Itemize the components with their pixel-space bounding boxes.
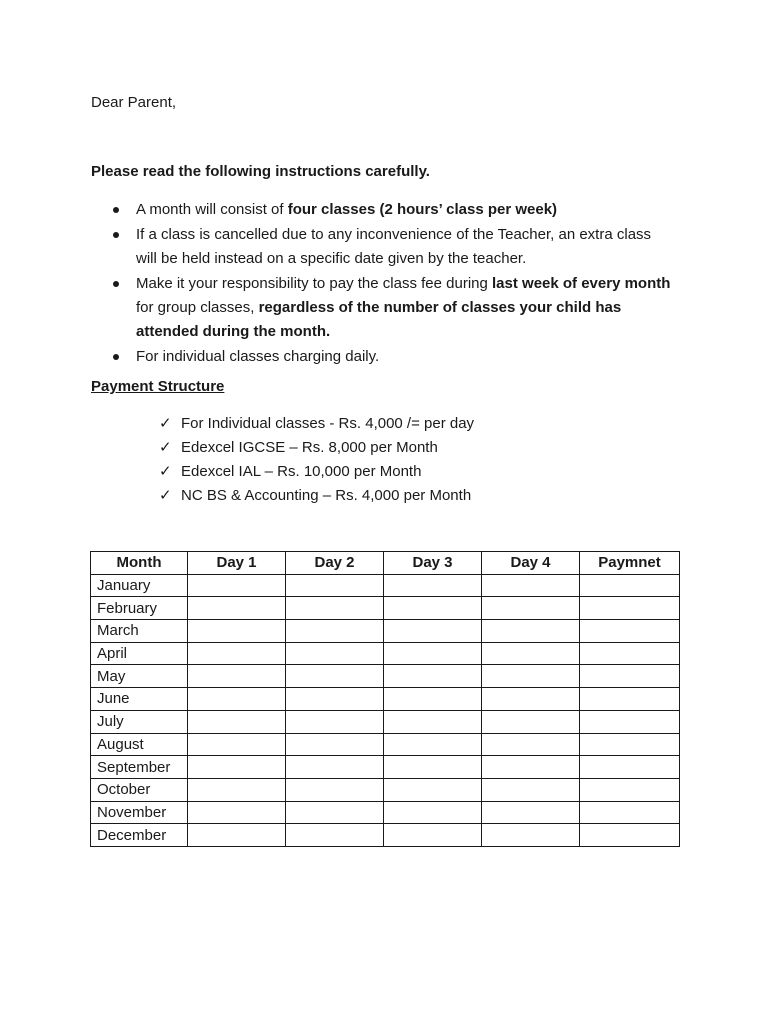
empty-cell[interactable] — [580, 824, 680, 847]
table-row — [91, 620, 680, 643]
month-cell: September — [91, 756, 188, 779]
empty-cell[interactable] — [188, 778, 286, 801]
empty-cell[interactable] — [286, 710, 384, 733]
empty-cell[interactable] — [580, 642, 680, 665]
table-row — [91, 824, 680, 847]
payment-item-text: Edexcel IAL – Rs. 10,000 per Month — [181, 463, 422, 480]
table-row — [91, 665, 680, 688]
payment-structure-list — [159, 412, 474, 508]
bullet-icon — [113, 354, 119, 360]
month-cell: August — [91, 733, 188, 756]
instruction-text: If a class is cancelled due to any inconvenience of the Teacher, an extra class will be held instead on a specific date given by the teacher. — [136, 226, 652, 267]
empty-cell[interactable] — [188, 733, 286, 756]
table-row — [91, 688, 680, 711]
empty-cell[interactable] — [384, 756, 482, 779]
payment-item — [159, 484, 474, 508]
empty-cell[interactable] — [482, 733, 580, 756]
month-cell: June — [91, 688, 188, 711]
payment-item — [159, 412, 474, 436]
table-header-cell: Day 1 — [188, 552, 286, 575]
empty-cell[interactable] — [384, 710, 482, 733]
empty-cell[interactable] — [286, 574, 384, 597]
instructions-list — [91, 198, 671, 370]
instruction-item — [91, 223, 671, 271]
empty-cell[interactable] — [580, 733, 680, 756]
bullet-icon — [113, 207, 119, 213]
payment-structure-heading: Payment Structure — [91, 378, 225, 395]
empty-cell[interactable] — [384, 733, 482, 756]
empty-cell[interactable] — [580, 778, 680, 801]
empty-cell[interactable] — [384, 688, 482, 711]
payment-item — [159, 460, 474, 484]
month-cell: February — [91, 597, 188, 620]
check-icon: ✓ — [159, 415, 172, 432]
empty-cell[interactable] — [188, 574, 286, 597]
empty-cell[interactable] — [482, 688, 580, 711]
table-row — [91, 710, 680, 733]
empty-cell[interactable] — [188, 824, 286, 847]
month-cell: November — [91, 801, 188, 824]
empty-cell[interactable] — [580, 665, 680, 688]
table-row — [91, 642, 680, 665]
month-cell: January — [91, 574, 188, 597]
empty-cell[interactable] — [188, 801, 286, 824]
month-cell: May — [91, 665, 188, 688]
check-icon: ✓ — [159, 487, 172, 504]
empty-cell[interactable] — [580, 688, 680, 711]
instructions-heading: Please read the following instructions carefully. — [91, 163, 430, 180]
empty-cell[interactable] — [482, 642, 580, 665]
empty-cell[interactable] — [482, 756, 580, 779]
empty-cell[interactable] — [286, 756, 384, 779]
payment-item-text: Edexcel IGCSE – Rs. 8,000 per Month — [181, 439, 438, 456]
table-header-row — [91, 552, 680, 575]
month-cell: October — [91, 778, 188, 801]
empty-cell[interactable] — [384, 574, 482, 597]
table-row — [91, 574, 680, 597]
table-row — [91, 733, 680, 756]
empty-cell[interactable] — [482, 710, 580, 733]
empty-cell[interactable] — [286, 778, 384, 801]
table-row — [91, 756, 680, 779]
table-header-cell: Month — [91, 552, 188, 575]
empty-cell[interactable] — [384, 801, 482, 824]
empty-cell[interactable] — [384, 597, 482, 620]
instruction-text: Make it your responsibility to pay the class fee during — [136, 275, 493, 292]
salutation: Dear Parent, — [91, 94, 177, 111]
instruction-item — [91, 345, 671, 369]
table-row — [91, 597, 680, 620]
empty-cell[interactable] — [580, 574, 680, 597]
empty-cell[interactable] — [286, 642, 384, 665]
table-header-cell: Day 4 — [482, 552, 580, 575]
table-row — [91, 778, 680, 801]
bullet-icon — [113, 281, 119, 287]
empty-cell[interactable] — [286, 665, 384, 688]
bullet-icon — [113, 232, 119, 238]
empty-cell[interactable] — [188, 665, 286, 688]
empty-cell[interactable] — [482, 665, 580, 688]
empty-cell[interactable] — [580, 801, 680, 824]
empty-cell[interactable] — [286, 688, 384, 711]
empty-cell[interactable] — [384, 665, 482, 688]
empty-cell[interactable] — [580, 620, 680, 643]
empty-cell[interactable] — [384, 824, 482, 847]
instruction-text: last week of every month — [492, 275, 671, 292]
check-icon: ✓ — [159, 439, 172, 456]
empty-cell[interactable] — [580, 597, 680, 620]
empty-cell[interactable] — [580, 756, 680, 779]
month-cell: July — [91, 710, 188, 733]
instruction-text: For individual classes charging daily. — [136, 348, 380, 365]
instruction-text: four classes (2 hours’ class per week) — [287, 201, 558, 218]
payment-item-text: NC BS & Accounting – Rs. 4,000 per Month — [181, 487, 472, 504]
instruction-text: A month will consist of — [136, 201, 288, 218]
empty-cell[interactable] — [286, 620, 384, 643]
empty-cell[interactable] — [482, 801, 580, 824]
instruction-text: for group classes, — [136, 299, 259, 316]
instruction-item — [91, 272, 671, 344]
attendance-table — [90, 551, 680, 847]
empty-cell[interactable] — [188, 688, 286, 711]
table-header-cell: Paymnet — [580, 552, 680, 575]
empty-cell[interactable] — [286, 733, 384, 756]
table-row — [91, 801, 680, 824]
empty-cell[interactable] — [482, 597, 580, 620]
month-cell: March — [91, 620, 188, 643]
empty-cell[interactable] — [384, 620, 482, 643]
empty-cell[interactable] — [482, 824, 580, 847]
payment-item-text: For Individual classes - Rs. 4,000 /= per day — [181, 415, 475, 432]
table-header-cell: Day 2 — [286, 552, 384, 575]
table-header-cell: Day 3 — [384, 552, 482, 575]
empty-cell[interactable] — [482, 620, 580, 643]
empty-cell[interactable] — [286, 824, 384, 847]
empty-cell[interactable] — [188, 756, 286, 779]
empty-cell[interactable] — [188, 620, 286, 643]
check-icon: ✓ — [159, 463, 172, 480]
empty-cell[interactable] — [188, 642, 286, 665]
empty-cell[interactable] — [482, 574, 580, 597]
empty-cell[interactable] — [580, 710, 680, 733]
empty-cell[interactable] — [188, 597, 286, 620]
payment-item — [159, 436, 474, 460]
empty-cell[interactable] — [482, 778, 580, 801]
instruction-text: regardless of the number of classes your child has attended during the month. — [136, 299, 622, 340]
table-body — [91, 574, 680, 846]
month-cell: December — [91, 824, 188, 847]
empty-cell[interactable] — [384, 642, 482, 665]
empty-cell[interactable] — [286, 801, 384, 824]
empty-cell[interactable] — [384, 778, 482, 801]
empty-cell[interactable] — [286, 597, 384, 620]
month-cell: April — [91, 642, 188, 665]
instruction-item — [91, 198, 671, 222]
empty-cell[interactable] — [188, 710, 286, 733]
